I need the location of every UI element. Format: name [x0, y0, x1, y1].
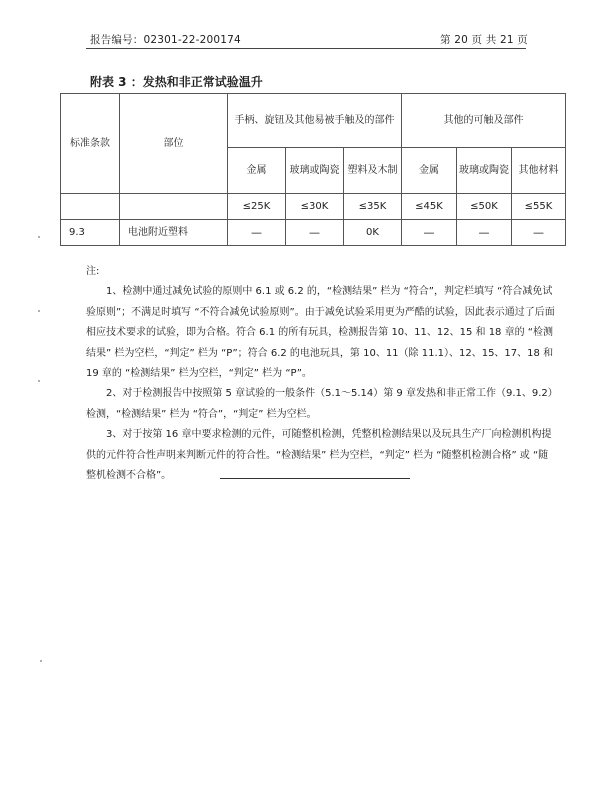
header-handles-group: 手柄、旋钮及其他易被手触及的部件 — [228, 94, 402, 148]
notes-section — [86, 262, 556, 486]
row-value: — — [457, 220, 512, 246]
limit-value: ≤45K — [402, 194, 457, 220]
note-3: 3、对于按第 16 章中要求检测的元件，可随整机检测，凭整机检测结果以及玩具生产厂向检测机构提供的元件符合性声明来判断元件的符合性。“检测结果” 栏为空栏，“判定” 栏为 “随整机检测合格” 或 “随整机检测不合格”。 — [86, 429, 552, 482]
row-part: 电池附近塑料 — [120, 220, 228, 246]
limits-blank — [120, 194, 228, 220]
scan-mark — [38, 236, 40, 238]
temperature-rise-table — [60, 93, 566, 246]
sub-header-other-materials: 其他材料 — [512, 148, 566, 194]
sub-header-metal-2: 金属 — [402, 148, 457, 194]
note-2: 2、对于检测报告中按照第 5 章试验的一般条件（5.1～5.14）第 9 章发热和非正常工作（9.1、9.2）检测，“检测结果” 栏为 “符合”，“判定” 栏为空栏。 — [86, 388, 553, 420]
scan-mark — [38, 310, 40, 312]
limit-value: ≤35K — [344, 194, 402, 220]
limit-value: ≤55K — [512, 194, 566, 220]
table-title: 附表 3 ：发热和非正常试验温升 — [90, 75, 263, 89]
row-clause: 9.3 — [61, 220, 120, 246]
scan-mark — [40, 660, 42, 662]
row-value: 0K — [344, 220, 402, 246]
row-value: — — [286, 220, 344, 246]
header-part: 部位 — [120, 94, 228, 194]
report-number: 报告编号：02301-22-200174 — [90, 34, 241, 46]
row-value: — — [402, 220, 457, 246]
notes-label: 注: — [86, 266, 100, 277]
table-row — [61, 220, 566, 246]
header-other-parts-group: 其他的可触及部件 — [402, 94, 566, 148]
end-rule — [220, 478, 410, 479]
limits-blank — [61, 194, 120, 220]
sub-header-metal-1: 金属 — [228, 148, 286, 194]
sub-header-glass-2: 玻璃或陶瓷 — [457, 148, 512, 194]
limit-value: ≤50K — [457, 194, 512, 220]
page-indicator: 第 20 页 共 21 页 — [439, 34, 528, 46]
row-value: — — [228, 220, 286, 246]
header-standard-clause: 标准条款 — [61, 94, 120, 194]
sub-header-plastic-wood: 塑料及木制 — [344, 148, 402, 194]
header-divider — [86, 48, 526, 49]
limit-value: ≤25K — [228, 194, 286, 220]
sub-header-glass-1: 玻璃或陶瓷 — [286, 148, 344, 194]
note-1: 1、检测中通过减免试验的原则中 6.1 或 6.2 的，“检测结果” 栏为 “符合”，判定栏填写 “符合减免试验原则”；不满足时填写 “不符合减免试验原则”。由于减免试验采用更为严酷的试验，因此表示通过了后面相应技术要求的试验，即为合格。符合 6.1 的所有玩具，检测报告第 10、11、12、15 和 18 章的 “检测结果” 栏为空栏，“判定” 栏为 “P”；符合 6.2 的电池玩具，第 10、11（除 11.1）、12、15、17、18 和 19 章的 “检测结果” 栏为空栏，“判定” 栏为 “P”。 — [86, 286, 555, 380]
row-value: — — [512, 220, 566, 246]
limit-value: ≤30K — [286, 194, 344, 220]
scan-mark — [38, 380, 40, 382]
